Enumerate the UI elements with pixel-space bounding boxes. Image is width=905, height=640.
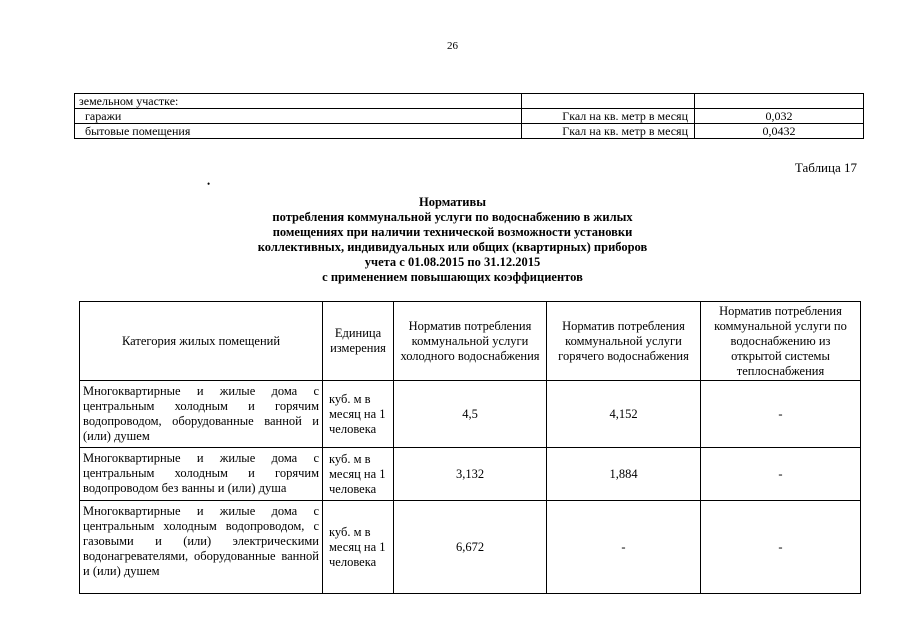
category-cell: Многоквартирные и жилые дома с центральным холодным и горячим водопроводом, оборудованные ванной и (или) душем (80, 381, 323, 448)
table-row (80, 501, 861, 594)
row-value: 0,0432 (695, 124, 864, 139)
category-cell: Многоквартирные и жилые дома с центральным холодным и горячим водопроводом без ванны и (или) душа (80, 448, 323, 501)
unit-cell: куб. м в месяц на 1 человека (323, 501, 394, 594)
title-line: Нормативы (419, 195, 486, 209)
hot-value: 4,152 (547, 381, 701, 448)
unit-cell: куб. м в месяц на 1 человека (323, 448, 394, 501)
title-line: коллективных, индивидуальных или общих (квартирных) приборов (257, 240, 648, 254)
title-line: помещениях при наличии технической возможности установки (272, 225, 633, 239)
row-value: 0,032 (695, 109, 864, 124)
cold-value: 6,672 (394, 501, 547, 594)
continuation-table (74, 93, 864, 139)
header-category: Категория жилых помещений (80, 302, 323, 381)
row-unit: Гкал на кв. метр в месяц (522, 124, 695, 139)
unit-cell: куб. м в месяц на 1 человека (323, 381, 394, 448)
category-cell: Многоквартирные и жилые дома с центральным холодным водопроводом, с газовыми и (или) электрическими водонагревателями, оборудованные ванной и (или) душем (80, 501, 323, 594)
cold-value: 3,132 (394, 448, 547, 501)
title-line: потребления коммунальной услуги по водоснабжению в жилых (272, 210, 633, 224)
header-unit: Единица измерения (323, 302, 394, 381)
table-row (75, 94, 864, 109)
row-value (695, 94, 864, 109)
row-unit: Гкал на кв. метр в месяц (522, 109, 695, 124)
row-label: земельном участке: (75, 94, 522, 109)
open-value: - (701, 381, 861, 448)
stray-mark: • (207, 179, 211, 189)
table-number: Таблица 17 (794, 160, 857, 175)
cold-value: 4,5 (394, 381, 547, 448)
header-cold-water: Норматив потребления коммунальной услуги холодного водоснабжения (394, 302, 547, 381)
row-label: гаражи (75, 109, 522, 124)
header-open-system: Норматив потребления коммунальной услуги по водоснабжению из открытой системы теплоснабжения (701, 302, 861, 381)
title-line: учета с 01.08.2015 по 31.12.2015 (364, 255, 541, 269)
hot-value: 1,884 (547, 448, 701, 501)
table-row (80, 381, 861, 448)
table-row (75, 124, 864, 139)
water-norms-table (79, 301, 861, 594)
page-number: 26 (447, 40, 458, 52)
header-hot-water: Норматив потребления коммунальной услуги горячего водоснабжения (547, 302, 701, 381)
table-row (80, 448, 861, 501)
row-label: бытовые помещения (75, 124, 522, 139)
open-value: - (701, 501, 861, 594)
table-header-row (80, 302, 861, 381)
row-unit (522, 94, 695, 109)
table-row (75, 109, 864, 124)
title-line: с применением повышающих коэффициентов (322, 270, 583, 284)
hot-value: - (547, 501, 701, 594)
document-title (0, 195, 905, 285)
open-value: - (701, 448, 861, 501)
